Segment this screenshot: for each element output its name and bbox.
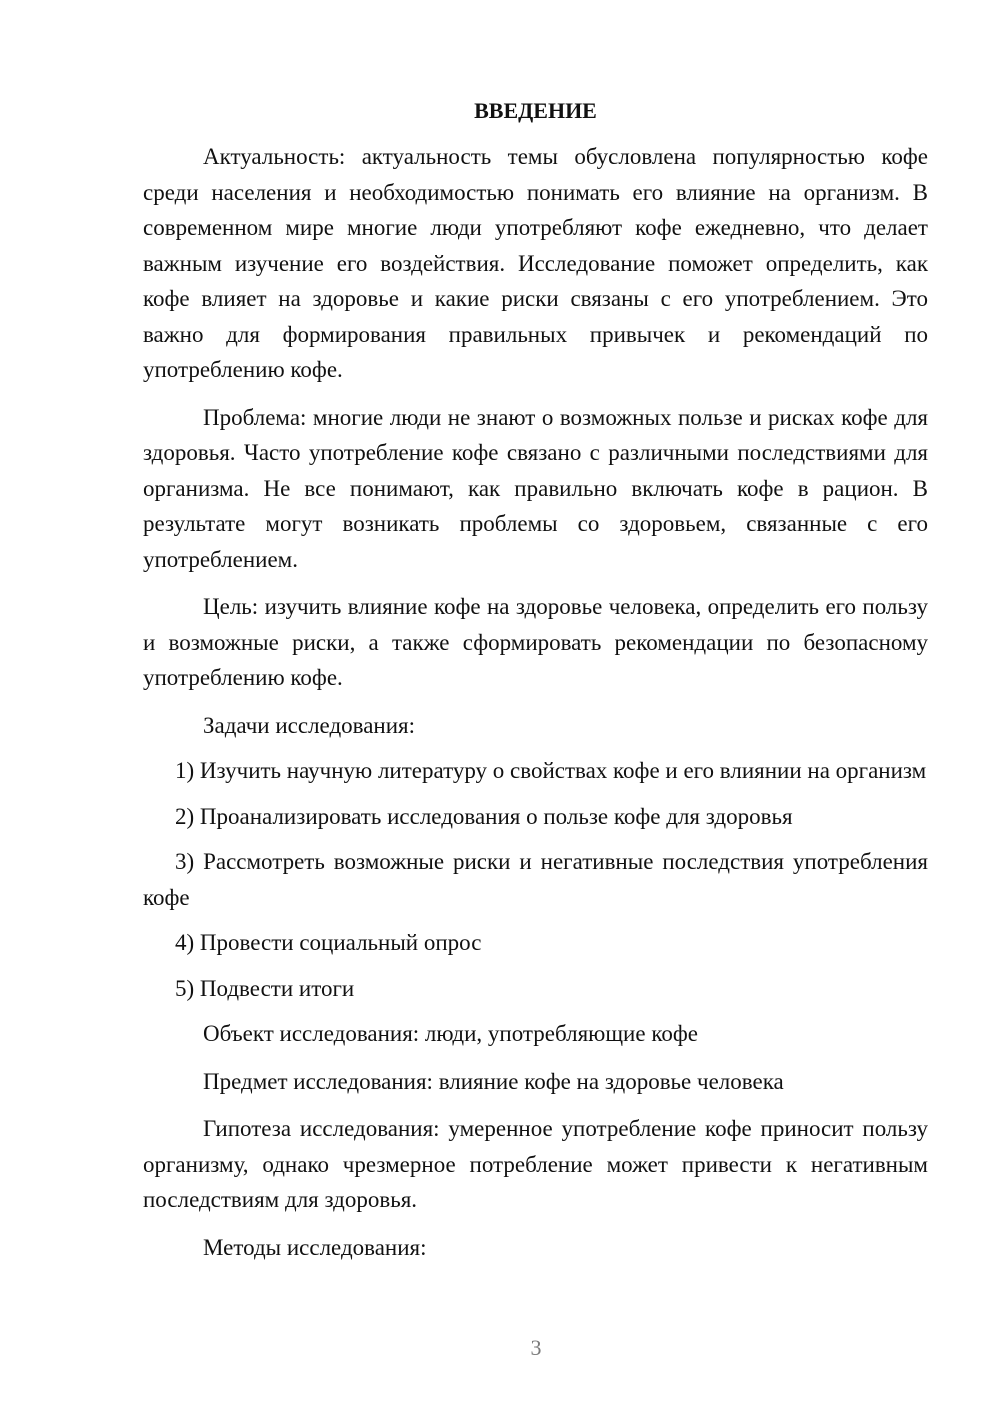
paragraph-hypothesis: Гипотеза исследования: умеренное употребление кофе приносит пользу организму, однако чрезмерное потребление может привести к негативным последствиям для здоровья. (143, 1116, 928, 1212)
paragraph-subject: Предмет исследования: влияние кофе на здоровье человека (203, 1068, 784, 1094)
paragraph-relevance: Актуальность: актуальность темы обусловлена популярностью кофе среди населения и необходимостью понимать его влияние на организм. В современном мире многие люди употребляют кофе ежедневно, что делает важным изучение его воздействия. Исследование поможет определить, как кофе влияет на здоровье и какие риски связаны с его употреблением. Это важно для формирования правильных привычек и рекомендаций по употреблению кофе. (143, 144, 928, 382)
paragraph-tasks-heading: Задачи исследования: (203, 712, 416, 738)
task-item-2: 2) Проанализировать исследования о пользе кофе для здоровья (175, 803, 793, 829)
paragraph-methods: Методы исследования: (203, 1234, 427, 1260)
task-item-1: 1) Изучить научную литературу о свойствах кофе и его влиянии на организм (175, 758, 927, 783)
document-body (143, 93, 928, 1277)
paragraph-goal: Цель: изучить влияние кофе на здоровье человека, определить его пользу и возможные риски, а также сформировать рекомендации по безопасному употреблению кофе. (143, 594, 928, 690)
paragraph-problem: Проблема: многие люди не знают о возможных пользе и рисках кофе для здоровья. Часто употребление кофе связано с различными последствиями для организма. Не все понимают, как правильно включать кофе в рацион. В результате могут возникать проблемы со здоровьем, связанные с его употреблением. (143, 404, 928, 572)
task-item-5: 5) Подвести итоги (175, 975, 355, 1001)
page-number: 3 (530, 1335, 542, 1360)
task-item-3: 3) Рассмотреть возможные риски и негативные последствия употребления кофе (143, 849, 928, 910)
task-item-4: 4) Провести социальный опрос (175, 930, 482, 955)
paragraph-object: Объект исследования: люди, употребляющие кофе (203, 1021, 698, 1046)
section-title: ВВЕДЕНИЕ (474, 98, 597, 123)
